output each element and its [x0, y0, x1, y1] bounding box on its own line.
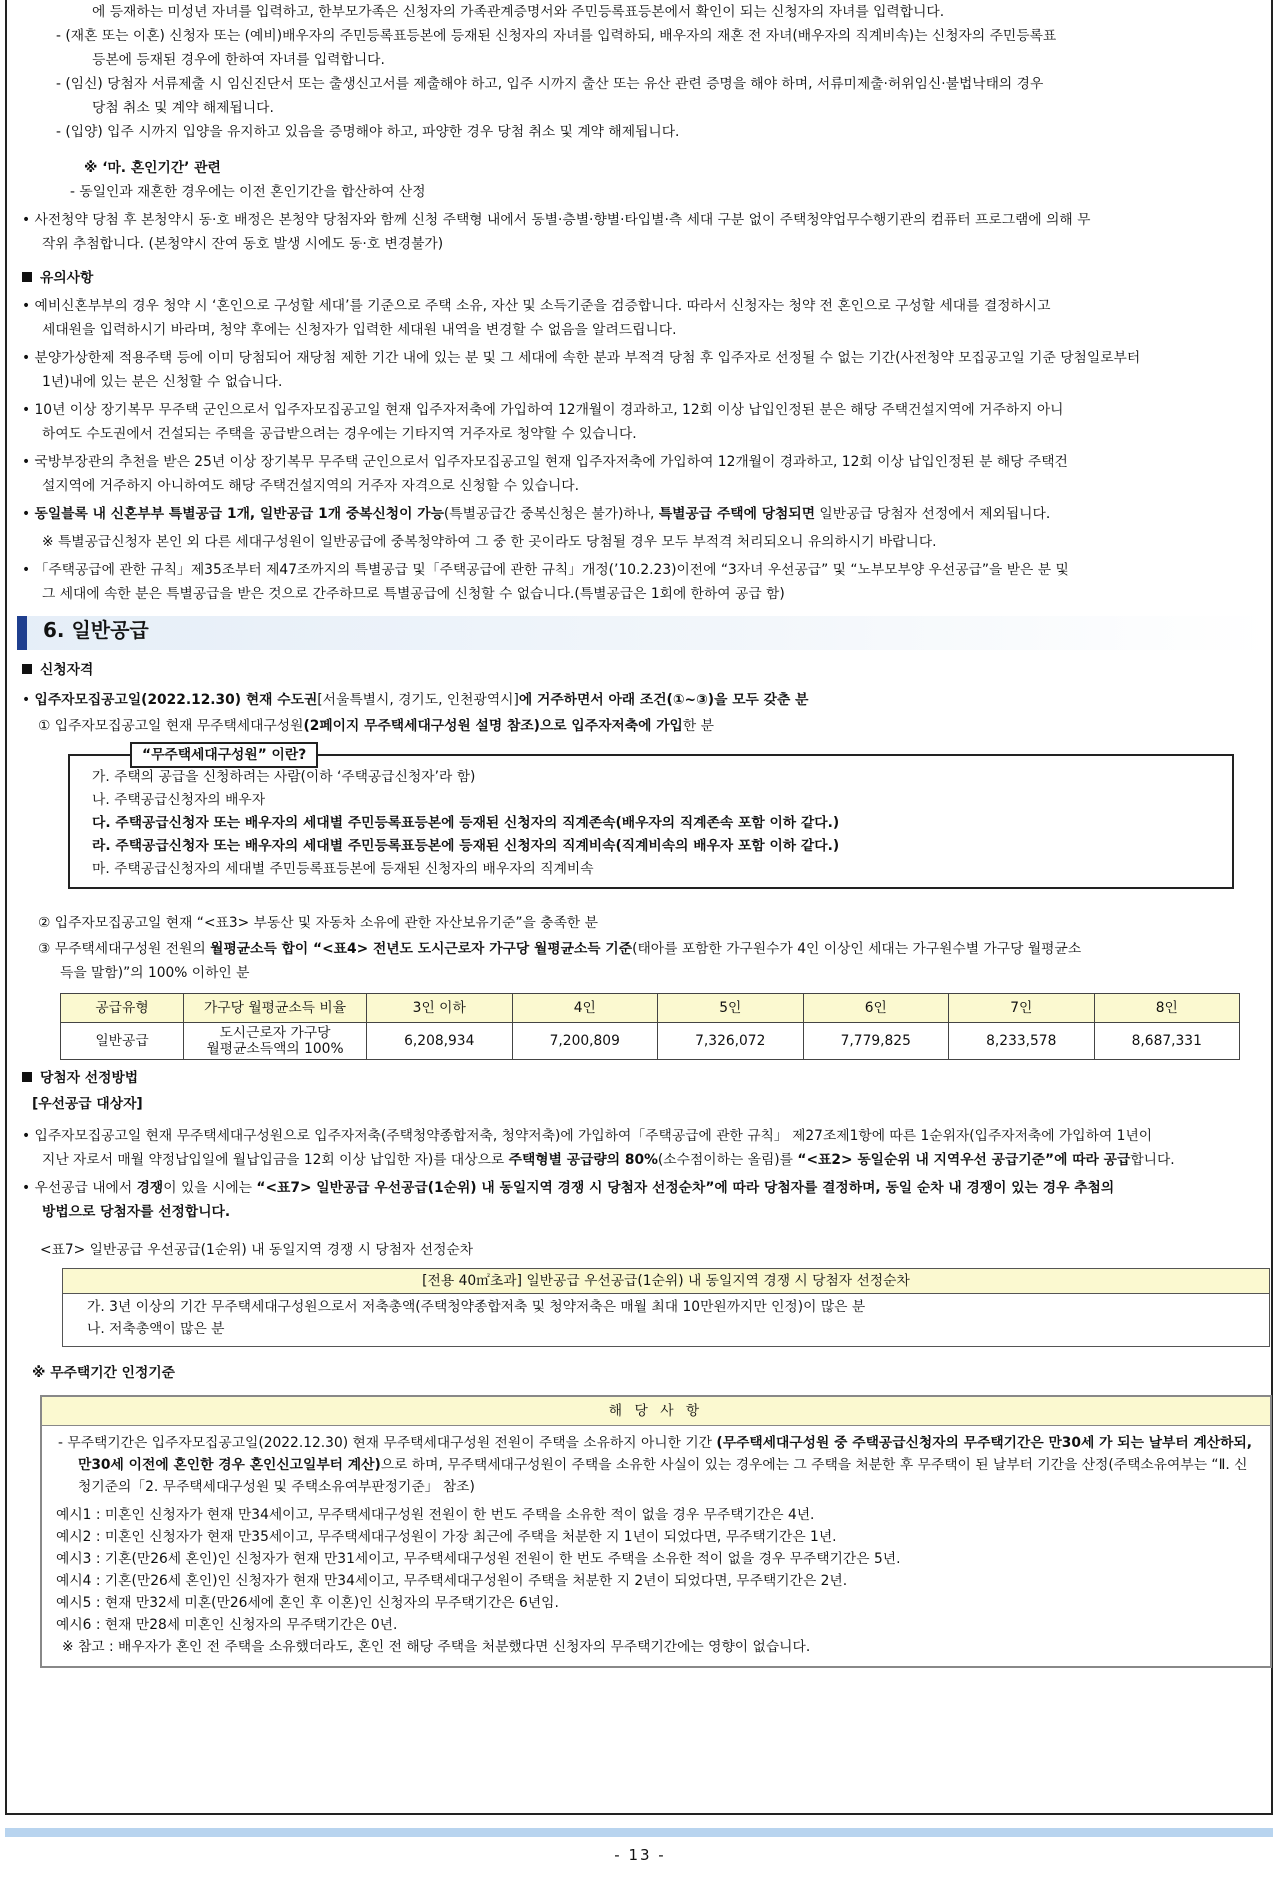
text: 「주택공급에 관한 규칙」제35조부터 제47조까지의 특별공급 및「주택공급에 관한 규칙」개정(’10.2.23)이전에 “3자녀 우선공급” 및 “노부모부양 우선공급”을 받은 분 및 [34, 562, 1069, 578]
nohouse-dash [56, 1432, 1258, 1498]
square-bullet-icon [22, 664, 32, 674]
table7-line: 나. 저축총액이 많은 분 [87, 1321, 225, 1337]
text-line: - (입양) 입주 시까지 입양을 유지하고 있음을 증명해야 하고, 파양한 경우 당첨 취소 및 계약 해제됩니다. [56, 124, 680, 140]
priority-bullet-1-cont [22, 1148, 1270, 1172]
income-table [60, 993, 1240, 1060]
text: 예비신혼부부의 경우 청약 시 ‘혼인으로 구성할 세대’를 기준으로 주택 소유, 자산 및 소득기준을 검증합니다. 따라서 신청자는 청약 전 혼인으로 구성할 세대를 결정하시고 [34, 298, 1051, 314]
text: 입주자모집공고일(2022.12.30) 현재 수도권 [34, 692, 318, 708]
table-cell: 7,200,809 [512, 1023, 658, 1060]
example-line: 예시3 : 기혼(만26세 혼인)인 신청자가 현재 만31세이고, 무주택세대구성원 전원이 한 번도 주택을 소유한 적이 없을 경우 무주택기간은 5년. [56, 1551, 901, 1567]
caution-item-cont: 설지역에 거주하지 아니하여도 해당 주택건설지역의 거주자 자격으로 신청할 수 있습니다. [42, 478, 579, 494]
condition-3-cont: 득을 말함)”의 100% 이하인 분 [60, 965, 250, 981]
text: (태아를 포함한 가구원수가 4인 이상인 세대는 가구원수별 가구당 월평균소 [632, 941, 1082, 957]
condition-2: ② 입주자모집공고일 현재 “<표3> 부동산 및 자동차 소유에 관한 자산보유기준”을 충족한 분 [38, 915, 598, 931]
table-header: 6인 [803, 994, 949, 1023]
bullet-continuation: 작위 추첨합니다. (본청약시 잔여 동호 발생 시에도 동·호 변경불가) [42, 236, 444, 252]
example-line: 예시4 : 기혼(만26세 혼인)인 신청자가 현재 만34세이고, 무주택세대구성원이 주택을 처분한 지 2년이 되었다면, 무주택기간은 2년. [56, 1573, 848, 1589]
page-number: - 13 - [614, 1846, 666, 1864]
definition-line: 다. 주택공급신청자 또는 배우자의 세대별 주민등록표등본에 등재된 신청자의 직계존속(배우자의 직계존속 포함 이하 같다.) [92, 815, 840, 831]
text: 으로 하며, 무주택세대구성원이 주택을 소유한 사실이 있는 경우에는 그 주택을 처분한 후 무주택이 된 날부터 기간을 산정(주택소유여부는 “Ⅱ. 신청기준의「2. 무주택세대구성원 및 주택소유여부판정기준」 참조) [78, 1457, 1248, 1495]
section-qualification [22, 658, 1270, 682]
bottom-accent-bar [5, 1828, 1273, 1837]
text: 주택형별 공급량의 80% [508, 1152, 658, 1168]
table-cell: 7,779,825 [803, 1023, 949, 1060]
table-cell: 7,326,072 [658, 1023, 804, 1060]
caution-item: • 10년 이상 장기복무 무주택 군인으로서 입주자모집공고일 현재 입주자저축에 가입하여 12개월이 경과하고, 12회 이상 납입인정된 분은 해당 주택건설지역에 거주하지 아니 [22, 402, 1064, 418]
square-bullet-icon [22, 1072, 32, 1082]
text-line: 당첨 취소 및 계약 해제됩니다. [92, 100, 274, 116]
square-bullet-icon [22, 272, 32, 282]
bullet-continuation: 그 세대에 속한 분은 특별공급을 받은 것으로 간주하므로 특별공급에 신청할 수 없습니다.(특별공급은 1회에 한하여 공급 함) [42, 586, 785, 602]
definition-line: 나. 주택공급신청자의 배우자 [92, 792, 266, 808]
example-line: 예시5 : 현재 만32세 미혼(만26세에 혼인 후 이혼)인 신청자의 무주택기간은 6년임. [56, 1595, 559, 1611]
section-caution [22, 266, 1270, 290]
banner-title: 6. 일반공급 [43, 618, 149, 642]
table-header: 5인 [658, 994, 804, 1023]
table-cell: 8,687,331 [1094, 1023, 1240, 1060]
section-title: 당첨자 선정방법 [40, 1070, 139, 1086]
table-header: 3인 이하 [367, 994, 513, 1023]
text-line: - (재혼 또는 이혼) 신청자 또는 (예비)배우자의 주민등록표등본에 등재된 신청자의 자녀를 입력하되, 배우자의 재혼 전 자녀(배우자의 직계비속)는 신청자의 주민등록표 [56, 28, 1057, 44]
definition-line: 마. 주택공급신청자의 세대별 주민등록표등본에 등재된 신청자의 배우자의 직계비속 [92, 861, 594, 877]
text: [서울특별시, 경기도, 인천광역시] [317, 692, 519, 708]
table-cell: 일반공급 [61, 1023, 184, 1060]
text-line: - (임신) 당첨자 서류제출 시 임신진단서 또는 출생신고서를 제출해야 하고, 입주 시까지 출산 또는 유산 관련 증명을 해야 하며, 서류미제출·허위임신·불법낙태의 경우 [56, 76, 1044, 92]
text: 지난 자로서 매월 약정납입일에 월납입금을 12회 이상 납입한 자)를 대상으로 [42, 1152, 509, 1168]
priority-bullet-1: • 입주자모집공고일 현재 무주택세대구성원으로 입주자저축(주택청약종합저축, 청약저축)에 가입하여「주택공급에 관한 규칙」 제27조제1항에 따른 1순위자(입주자저축에 가입하여 1년이 [22, 1128, 1153, 1144]
table-header: 7인 [949, 994, 1095, 1023]
caution-item: • 예비신혼부부의 경우 청약 시 ‘혼인으로 구성할 세대’를 기준으로 주택 소유, 자산 및 소득기준을 검증합니다. 따라서 신청자는 청약 전 혼인으로 구성할 세대를 결정하시고 [22, 298, 1051, 314]
table-cell [184, 1023, 367, 1060]
condition-3 [22, 937, 1270, 961]
table7-line: 가. 3년 이상의 기간 무주택세대구성원으로서 저축총액(주택청약종합저축 및 청약저축은 매월 최대 10만원까지만 인정)이 많은 분 [87, 1299, 866, 1315]
text-line: 등본에 등재된 경우에 한하여 자녀를 입력합니다. [92, 52, 385, 68]
table-header: 공급유형 [61, 994, 184, 1023]
text: 10년 이상 장기복무 무주택 군인으로서 입주자모집공고일 현재 입주자저축에 가입하여 12개월이 경과하고, 12회 이상 납입인정된 분은 해당 주택건설지역에 거주하지 아니 [34, 402, 1064, 418]
bullet-preassign: • 사전청약 당첨 후 본청약시 동·호 배정은 본청약 당첨자와 함께 신청 주택형 내에서 동별·층별·향별·타입별·측 세대 구분 없이 주택청약업무수행기관의 컴퓨터 프로그램에 의해 무 [22, 212, 1091, 228]
nohouse-box [40, 1395, 1272, 1668]
nohouse-body [42, 1426, 1270, 1666]
example-line: 예시1 : 미혼인 신청자가 현재 만34세이고, 무주택세대구성원 전원이 한 번도 주택을 소유한 적이 없을 경우 무주택기간은 4년. [56, 1507, 815, 1523]
text: 우선공급 내에서 [34, 1180, 137, 1196]
text: 에 거주하면서 아래 조건(①~③)을 모두 갖춘 분 [518, 692, 809, 708]
caution-item-cont: 세대원을 입력하시기 바라며, 청약 후에는 신청자가 입력한 세대원 내역을 변경할 수 없음을 알려드립니다. [42, 322, 677, 338]
table-header-row [61, 994, 1240, 1023]
text: (2페이지 무주택세대구성원 설명 참조)으로 입주자저축에 가입 [303, 718, 683, 734]
caution-item-cont: 하여도 수도권에서 건설되는 주택을 공급받으려는 경우에는 기타지역 거주자로 청약할 수 있습니다. [42, 426, 637, 442]
qualification-bullet: • 입주자모집공고일(2022.12.30) 현재 수도권[서울특별시, 경기도, 인천광역시]에 거주하면서 아래 조건(①~③)을 모두 갖춘 분 [22, 692, 809, 708]
bullet-duplicate: • 동일블록 내 신혼부부 특별공급 1개, 일반공급 1개 중복신청이 가능(특별공급간 중복신청은 불가)하나, 특별공급 주택에 당첨되면 일반공급 당첨자 선정에서 제외됩니다. [22, 506, 1051, 522]
text: (소수점이하는 올림)를 [657, 1152, 798, 1168]
section-title: 신청자격 [40, 662, 94, 678]
text: 동일블록 내 신혼부부 특별공급 1개, 일반공급 1개 중복신청이 가능 [34, 506, 444, 522]
table7-caption: <표7> 일반공급 우선공급(1순위) 내 동일지역 경쟁 시 당첨자 선정순차 [40, 1242, 474, 1258]
text: 특별공급 주택에 당첨되면 [658, 506, 816, 522]
text: 분양가상한제 적용주택 등에 이미 당첨되어 재당첨 제한 기간 내에 있는 분 및 그 세대에 속한 분과 부적격 당첨 후 입주자로 선정될 수 없는 기간(사전청약 모집공고일 기준 당첨일로부터 [34, 350, 1141, 366]
definition-line: 가. 주택의 공급을 신청하려는 사람(이하 ‘주택공급신청자’라 함) [92, 769, 476, 785]
text-line: 에 등재하는 미성년 자녀를 입력하고, 한부모가족은 신청자의 가족관계증명서와 주민등록표등본에서 확인이 되는 신청자의 자녀를 입력합니다. [92, 4, 945, 20]
caution-list [22, 294, 1270, 498]
text: (특별공급간 중복신청은 불가)하나, [443, 506, 659, 522]
bullet-rule: • 「주택공급에 관한 규칙」제35조부터 제47조까지의 특별공급 및「주택공급에 관한 규칙」개정(’10.2.23)이전에 “3자녀 우선공급” 및 “노부모부양 우선공급”을 받은 분 및 [22, 562, 1069, 578]
definition-box [68, 747, 1234, 889]
definition-line: 라. 주택공급신청자 또는 배우자의 세대별 주민등록표등본에 등재된 신청자의 직계비속(직계비속의 배우자 포함 이하 같다.) [92, 838, 840, 854]
text: 일반공급 당첨자 선정에서 제외됩니다. [815, 506, 1051, 522]
example-line: 예시2 : 미혼인 신청자가 현재 만35세이고, 무주택세대구성원이 가장 최근에 주택을 처분한 지 1년이 되었다면, 무주택기간은 1년. [56, 1529, 837, 1545]
text: 입주자모집공고일 현재 무주택세대구성원으로 입주자저축(주택청약종합저축, 청약저축)에 가입하여「주택공급에 관한 규칙」 제27조제1항에 따른 1순위자(입주자저축에 가입하여 1년이 [34, 1128, 1153, 1144]
text: 이 있을 시에는 [163, 1180, 257, 1196]
table-header: 4인 [512, 994, 658, 1023]
table7-body [63, 1294, 1269, 1346]
text: (무주택세대구성원 중 주택공급신청자의 무주택기간은 만30세 가 되는 날부터 계산하되, 만30세 이전에 혼인한 경우 혼인신고일부터 계산) [78, 1435, 1253, 1473]
text: “<표7> 일반공급 우선공급(1순위) 내 동일지역 경쟁 시 당첨자 선정순차”에 따라 당첨자를 결정하며, 동일 순차 내 경쟁이 있는 경우 추첨의 [256, 1180, 1115, 1196]
table-row [61, 1023, 1240, 1060]
section-selection [22, 1066, 1270, 1090]
table-header: 가구당 월평균소득 비율 [184, 994, 367, 1023]
table7-box [62, 1268, 1270, 1347]
text: 도시근로자 가구당 [219, 1025, 331, 1041]
caution-item: • 분양가상한제 적용주택 등에 이미 당첨되어 재당첨 제한 기간 내에 있는 분 및 그 세대에 속한 분과 부적격 당첨 후 입주자로 선정될 수 없는 기간(사전청약 모집공고일 기준 당첨일로부터 [22, 350, 1141, 366]
document-content [22, 0, 1270, 1668]
table-header: 8인 [1094, 994, 1240, 1023]
text: 사전청약 당첨 후 본청약시 동·호 배정은 본청약 당첨자와 함께 신청 주택형 내에서 동별·층별·향별·타입별·측 세대 구분 없이 주택청약업무수행기관의 컴퓨터 프로그램에 의해 무 [34, 212, 1091, 228]
table-cell: 6,208,934 [367, 1023, 513, 1060]
marriage-note-line: - 동일인과 재혼한 경우에는 이전 혼인기간을 합산하여 산정 [70, 184, 426, 200]
marriage-note-title: ※ ‘마. 혼인기간’ 관련 [84, 160, 221, 176]
text: ③ 무주택세대구성원 전원의 [38, 941, 211, 957]
priority-title: [우선공급 대상자] [32, 1096, 143, 1112]
nohouse-title: ※ 무주택기간 인정기준 [32, 1365, 175, 1381]
text: ① 입주자모집공고일 현재 무주택세대구성원 [38, 718, 304, 734]
condition-1 [22, 714, 1270, 738]
text: - 무주택기간은 입주자모집공고일(2022.12.30) 현재 무주택세대구성원 전원이 주택을 소유하지 아니한 기간 [58, 1435, 717, 1451]
text: “<표2> 동일순위 내 지역우선 공급기준”에 따라 공급 [797, 1152, 1131, 1168]
nohouse-header: 해 당 사 항 [42, 1397, 1270, 1426]
caution-item-cont: 1년)내에 있는 분은 신청할 수 없습니다. [42, 374, 283, 390]
text: 한 분 [682, 718, 714, 734]
table7-header: [전용 40㎡초과] 일반공급 우선공급(1순위) 내 동일지역 경쟁 시 당첨자 선정순차 [63, 1269, 1269, 1294]
table-cell: 8,233,578 [949, 1023, 1095, 1060]
example-line: 예시6 : 현재 만28세 미혼인 신청자의 무주택기간은 0년. [56, 1617, 398, 1633]
text: 국방부장관의 추천을 받은 25년 이상 장기복무 무주택 군인으로서 입주자모집공고일 현재 입주자저축에 가입하여 12개월이 경과하고, 12회 이상 납입인정된 분 해당 주택건 [34, 454, 1068, 470]
text: 월평균소득 합이 “<표4> 전년도 도시근로자 가구당 월평균소득 기준 [210, 941, 633, 957]
text: 합니다. [1130, 1152, 1175, 1168]
reference-line: ※ 참고 : 배우자가 혼인 전 주택을 소유했더라도, 혼인 전 해당 주택을 처분했다면 신청자의 무주택기간에는 영향이 없습니다. [62, 1639, 811, 1655]
text: 경쟁 [136, 1180, 164, 1196]
duplicate-note: ※ 특별공급신청자 본인 외 다른 세대구성원이 일반공급에 중복청약하여 그 중 한 곳이라도 당첨될 경우 모두 부적격 처리되오니 유의하시기 바랍니다. [42, 534, 937, 550]
priority-bullet-2-cont: 방법으로 당첨자를 선정합니다. [42, 1204, 231, 1220]
text: 월평균소득액의 100% [206, 1041, 344, 1057]
priority-bullet-2: • 우선공급 내에서 경쟁이 있을 시에는 “<표7> 일반공급 우선공급(1순위) 내 동일지역 경쟁 시 당첨자 선정순차”에 따라 당첨자를 결정하며, 동일 순차 내 경쟁이 있는 경우 추첨의 [22, 1180, 1115, 1196]
caution-item: • 국방부장관의 추천을 받은 25년 이상 장기복무 무주택 군인으로서 입주자모집공고일 현재 입주자저축에 가입하여 12개월이 경과하고, 12회 이상 납입인정된 분 해당 주택건 [22, 454, 1068, 470]
section-banner [17, 616, 1270, 650]
definition-label: “무주택세대구성원” 이란? [130, 742, 318, 768]
banner-accent [17, 616, 27, 650]
section-title: 유의사항 [40, 270, 94, 286]
